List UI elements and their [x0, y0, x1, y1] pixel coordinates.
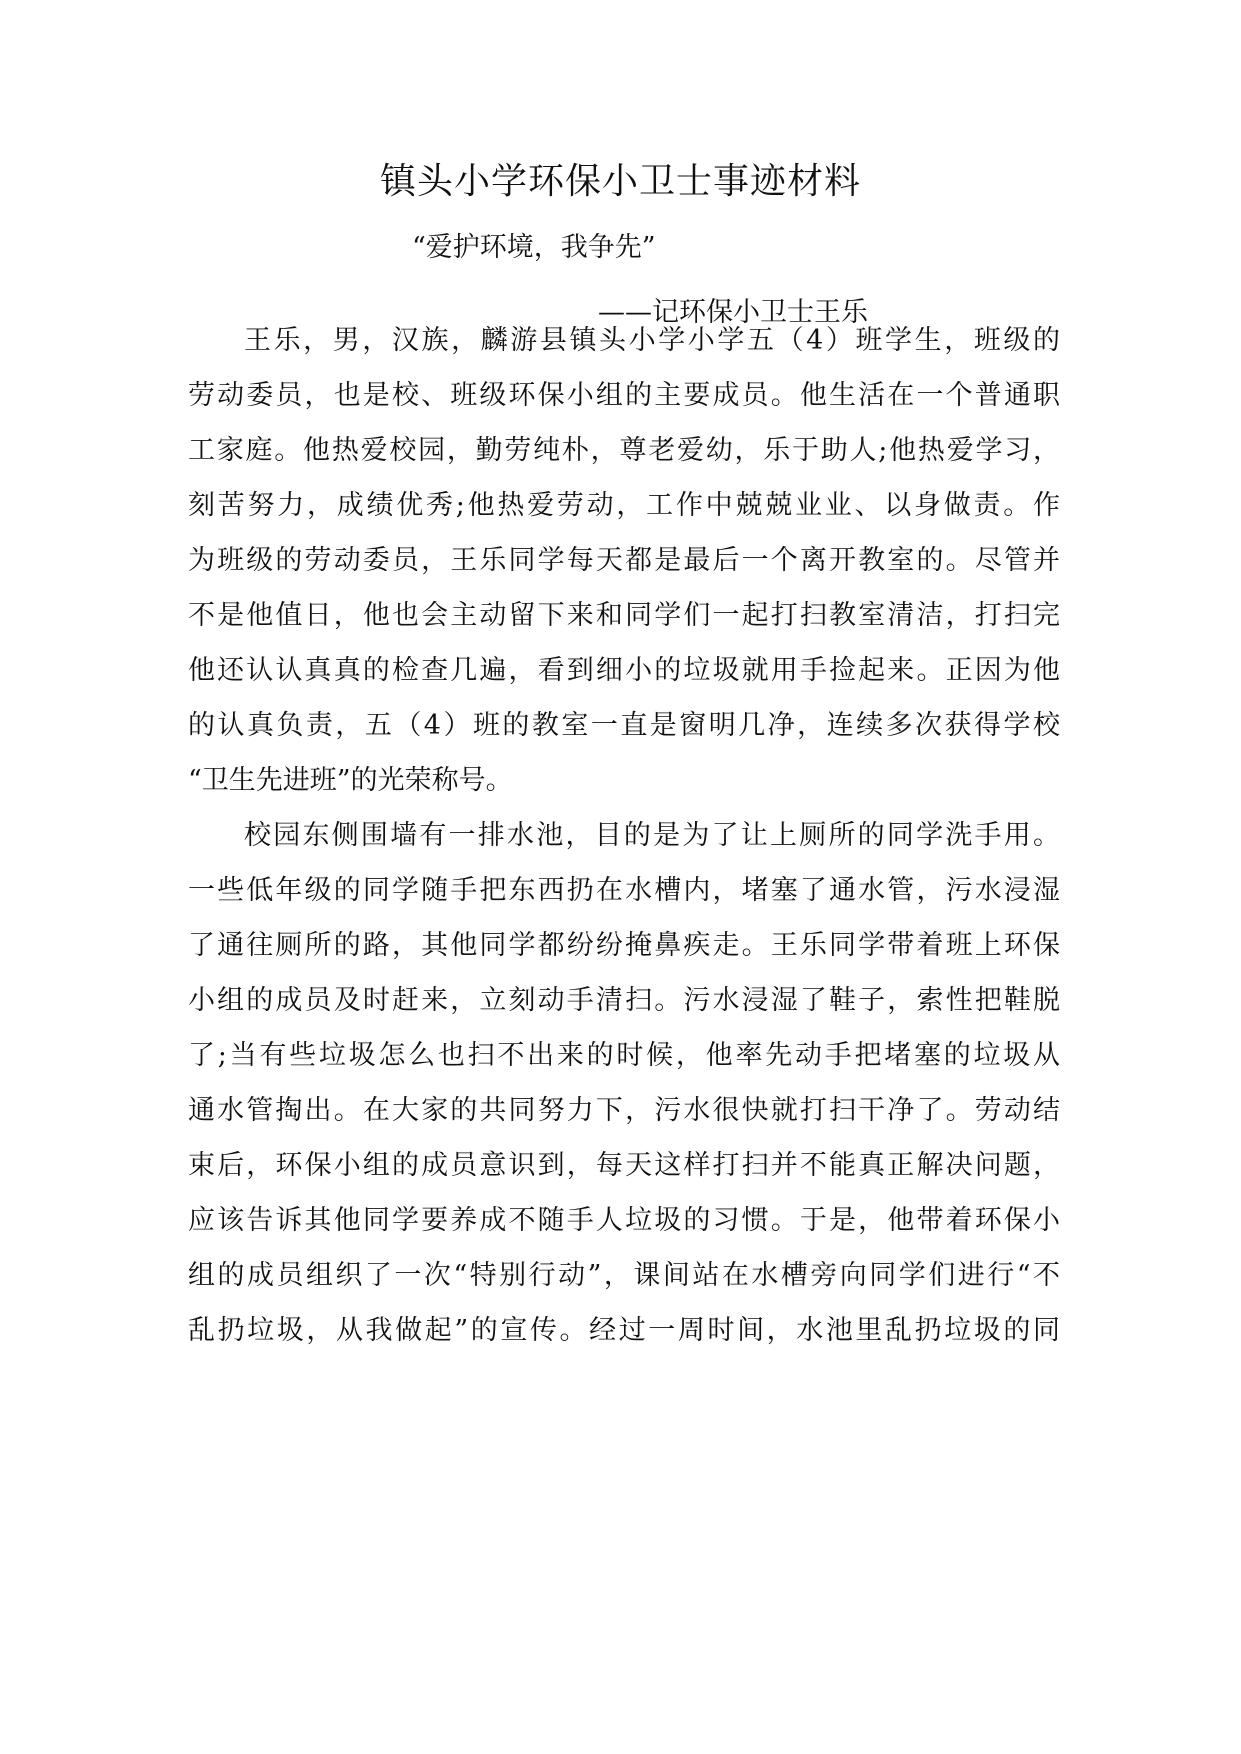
- document-title: 镇头小学环保小卫士事迹材料: [379, 161, 861, 202]
- paragraph-line: 他还认认真真的检查几遍，看到细小的垃圾就用手捡起来。正因为他: [188, 655, 1060, 686]
- paragraph-line: 劳动委员，也是校、班级环保小组的主要成员。他生活在一个普通职: [188, 380, 1060, 411]
- paragraph-line: 不是他值日，他也会主动留下来和同学们一起打扫教室清洁，打扫完: [188, 600, 1060, 631]
- paragraph-line: 了;当有些垃圾怎么也扫不出来的时候，他率先动手把堵塞的垃圾从: [188, 1040, 1060, 1071]
- paragraph-line: 组的成员组织了一次“特别行动”，课间站在水槽旁向同学们进行“不: [188, 1260, 1060, 1291]
- paragraph-line: 了通往厕所的路，其他同学都纷纷掩鼻疾走。王乐同学带着班上环保: [188, 930, 1060, 961]
- paragraph-line: 小组的成员及时赶来，立刻动手清扫。污水浸湿了鞋子，索性把鞋脱: [188, 985, 1060, 1016]
- paragraph-line: “卫生先进班”的光荣称号。: [188, 765, 513, 796]
- paragraph-line: 通水管掏出。在大家的共同努力下，污水很快就打扫干净了。劳动结: [188, 1095, 1060, 1126]
- paragraph-line: 束后，环保小组的成员意识到，每天这样打扫并不能真正解决问题，: [188, 1150, 1060, 1181]
- paragraph-line: 刻苦努力，成绩优秀;他热爱劳动，工作中兢兢业业、以身做责。作: [188, 490, 1060, 521]
- paragraph-line: 王乐，男，汉族，麟游县镇头小学小学五（4）班学生，班级的: [244, 325, 1060, 356]
- paragraph-line: 工家庭。他热爱校园，勤劳纯朴，尊老爱幼，乐于助人;他热爱学习，: [188, 435, 1060, 466]
- paragraph-line: 一些低年级的同学随手把东西扔在水槽内，堵塞了通水管，污水浸湿: [188, 875, 1060, 906]
- paragraph-line: 应该告诉其他同学要养成不随手人垃圾的习惯。于是，他带着环保小: [188, 1205, 1060, 1236]
- paragraph-line: 为班级的劳动委员，王乐同学每天都是最后一个离开教室的。尽管并: [188, 545, 1060, 576]
- paragraph-line: 校园东侧围墙有一排水池，目的是为了让上厕所的同学洗手用。: [244, 820, 1060, 851]
- document-subtitle: “爱护环境，我争先”: [412, 232, 656, 263]
- paragraph-line: 乱扔垃圾，从我做起”的宣传。经过一周时间，水池里乱扔垃圾的同: [188, 1315, 1060, 1346]
- document-byline: ——记环保小卫士王乐: [598, 297, 868, 328]
- paragraph-line: 的认真负责，五（4）班的教室一直是窗明几净，连续多次获得学校: [188, 710, 1060, 741]
